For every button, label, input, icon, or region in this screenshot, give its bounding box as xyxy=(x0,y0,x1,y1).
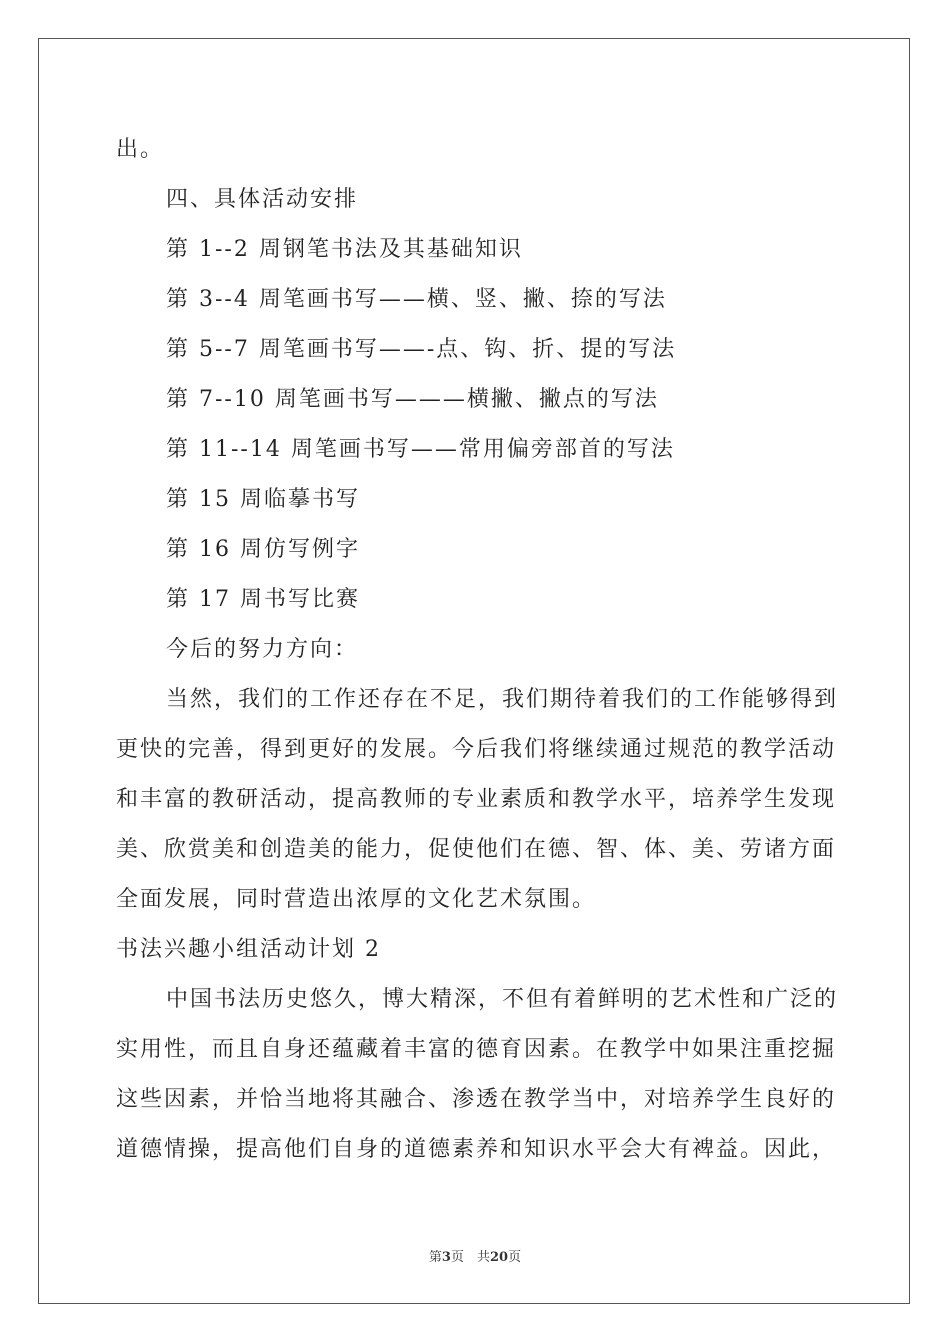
text-line: 第 7--10 周笔画书写———横撇、撇点的写法 xyxy=(166,387,659,412)
footer-prefix: 第 xyxy=(428,1250,442,1265)
page-footer xyxy=(0,1246,950,1265)
text-line: 当然，我们的工作还存在不足，我们期待着我们的工作能够得到 xyxy=(166,687,839,712)
text-line: 第 16 周仿写例字 xyxy=(166,537,360,562)
text-line: 和丰富的教研活动，提高教师的专业素质和教学水平，培养学生发现 xyxy=(116,787,837,812)
text-line: 书法兴趣小组活动计划 2 xyxy=(116,937,381,962)
text-line: 第 11--14 周笔画书写——常用偏旁部首的写法 xyxy=(166,437,675,462)
document-body xyxy=(116,125,839,1175)
text-line: 中国书法历史悠久，博大精深，不但有着鲜明的艺术性和广泛的 xyxy=(166,987,839,1012)
total-page-number: 20 xyxy=(489,1250,509,1265)
text-line: 第 5--7 周笔画书写——-点、钩、折、提的写法 xyxy=(166,337,677,362)
text-line: 全面发展，同时营造出浓厚的文化艺术氛围。 xyxy=(116,887,597,912)
footer-suffix: 页 xyxy=(508,1250,522,1265)
text-line: 出。 xyxy=(116,137,165,162)
text-line: 这些因素，并恰当地将其融合、渗透在教学当中，对培养学生良好的 xyxy=(116,1087,837,1112)
text-line: 道德情操，提高他们自身的道德素养和知识水平会大有裨益。因此， xyxy=(116,1137,837,1162)
footer-mid: 页 共 xyxy=(450,1250,490,1265)
current-page-number: 3 xyxy=(441,1250,451,1265)
text-line: 第 1--2 周钢笔书法及其基础知识 xyxy=(166,237,523,262)
text-line: 第 17 周书写比赛 xyxy=(166,587,360,612)
text-line: 实用性，而且自身还蕴藏着丰富的德育因素。在教学中如果注重挖掘 xyxy=(116,1037,837,1062)
text-line: 四、具体活动安排 xyxy=(166,187,359,212)
text-line: 更快的完善，得到更好的发展。今后我们将继续通过规范的教学活动 xyxy=(116,737,837,762)
text-line: 第 15 周临摹书写 xyxy=(166,487,360,512)
text-line: 今后的努力方向： xyxy=(166,637,359,662)
text-line: 第 3--4 周笔画书写——横、竖、撇、捺的写法 xyxy=(166,287,667,312)
text-line: 美、欣赏美和创造美的能力，促使他们在德、智、体、美、劳诸方面 xyxy=(116,837,837,862)
